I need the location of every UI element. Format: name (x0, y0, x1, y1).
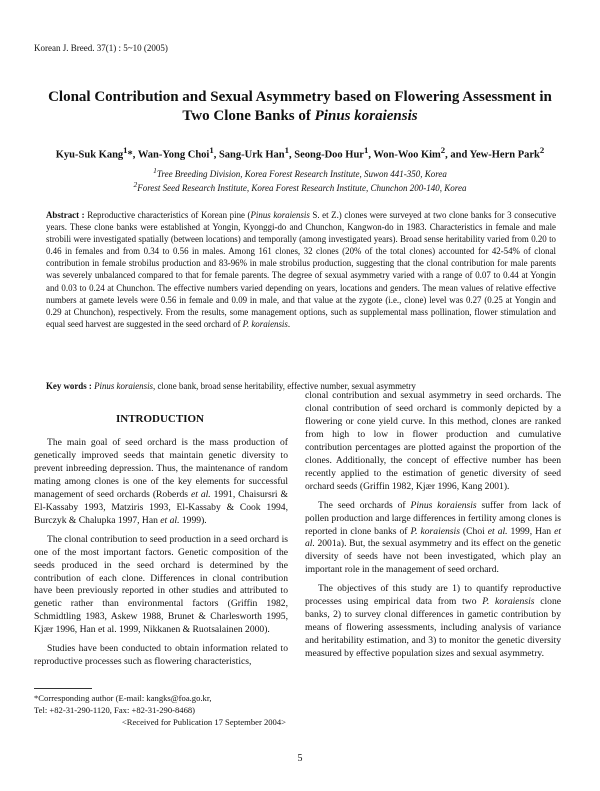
affiliation-2-text: Forest Seed Research Institute, Korea Forest Research Institute, Chunchon 200-140, Korea (137, 183, 467, 193)
author-affiliation-mark: 1 (284, 145, 289, 155)
author-affiliation-mark: 2 (440, 145, 446, 155)
author-name: Wan-Yong Choi (137, 149, 210, 161)
author-list (20, 143, 580, 163)
right-paragraph-3 (305, 583, 561, 661)
introduction-heading: INTRODUCTION (115, 413, 204, 425)
author-separator: , (368, 149, 374, 161)
affiliation-1 (20, 165, 580, 180)
affiliation-2 (20, 179, 580, 194)
keywords-text: , clone bank, broad sense heritability, effective number, sexual asymmetry (153, 381, 416, 391)
author-separator: , and (445, 149, 470, 161)
right-paragraph-2 (305, 500, 561, 578)
left-paragraph-2: The clonal contribution to seed production in a seed orchard is one of the most important factors. Genetic composition of the seeds produced in the seed orchard is determined by the contribution of each clone. Differences in clonal contribution have been previously reported in other studies and attributed to genetic rather than environmental factors (Griffin 1982, Schmidtling 1983, Askew 1988, Brunet & Charlesworth 1995, Kjær 1996, Han et al. 1999, Nikkanen & Ruotsalainen 2000). (34, 533, 288, 636)
keywords-label: Key words : (46, 381, 92, 391)
abstract (46, 209, 556, 330)
right-p3-b: clone banks, 2) to survey clonal differences in gametic contribution by means of flowering assessments, including analysis of variance and heritability estimation, and 3) to monitor the genetic diversity measured by effective population sizes and sexual asymmetry. (305, 596, 562, 660)
page-number: 5 (297, 753, 303, 764)
author-name: Sang-Urk Han (218, 149, 285, 161)
right-p2-c: (Choi (459, 525, 488, 537)
title-line-1: Clonal Contribution and Sexual Asymmetry based on Flowering Assessment in (48, 89, 552, 105)
right-p3-species: P. koraiensis (482, 596, 535, 608)
paper-title (30, 88, 570, 126)
author-affiliation-mark: 1 (123, 145, 128, 155)
author-separator: , (288, 149, 295, 161)
received-date: <Received for Publication 17 September 2004> (121, 717, 286, 727)
left-paragraph-3: Studies have been conducted to obtain information related to reproductive processes such as flowering characteristics, (34, 643, 288, 668)
footnote-line-2: Tel: +82-31-290-1120, Fax: +82-31-290-8468) (34, 705, 196, 715)
title-line-2 (30, 107, 570, 126)
left-p1-b: 1991, Chaisursri & El-Kassaby 1993, Matziris 1993, El-Kassaby & Cook 1994, Burczyk & Chalupka 1997, Han (34, 488, 288, 526)
left-paragraph-1 (34, 437, 288, 528)
right-p2-etal-1: et al. (487, 525, 508, 537)
author-separator: , (132, 149, 138, 161)
right-p2-species-1: Pinus koraiensis (410, 499, 477, 511)
abstract-text-1: Reproductive characteristics of Korean pine ( (84, 210, 251, 220)
affiliation-2-mark: 2 (133, 180, 138, 189)
author-affiliation-mark: 2 (539, 145, 545, 155)
left-p1-etal-1: et al. (190, 488, 211, 500)
left-p1-etal-2: et al. (160, 514, 180, 526)
author-separator: , (213, 149, 219, 161)
right-p2-a: The seed orchards of (318, 499, 411, 511)
right-p2-b: suffer from lack of pollen production and large differences in fertility among clones is reported in clone banks of (305, 499, 561, 537)
author-name: Yew-Hern Park (469, 149, 540, 161)
left-p1-c: 1999). (179, 514, 207, 526)
right-p2-e: 2001a). But, the sexual asymmetry and its effect on the genetic diversity of seeds have not been investigated, which play an important role in the management of seed orchard. (305, 538, 561, 576)
right-paragraph-1: clonal contribution and sexual asymmetry in seed orchards. The clonal contribution of seed orchard is commonly depicted by a flowering or cone yield curve. In this method, clones are ranked from high to low in flower production and cumulative contribution percentages are plotted against the proportion of the clones. Additionally, the concept of effective number has been recently applied to the estimation of genetic diversity of seed orchard seeds (Griffin 1982, Kjær 1996, Kang 2001). (305, 390, 561, 492)
abstract-species-1: Pinus koraiensis (250, 210, 310, 220)
abstract-text-3: . (287, 318, 291, 329)
abstract-species-2: P. koraiensis (242, 318, 288, 329)
title-species: Pinus koraiensis (314, 108, 418, 124)
affiliation-1-mark: 1 (153, 166, 157, 175)
journal-citation: Korean J. Breed. 37(1) : 5~10 (2005) (34, 43, 168, 53)
keywords-species: Pinus koraiensis (91, 381, 153, 391)
footnote (34, 692, 286, 728)
author-affiliation-mark: 1 (209, 145, 214, 155)
abstract-label: Abstract : (46, 210, 85, 220)
affiliation-1-text: Tree Breeding Division, Korea Forest Research Institute, Suwon 441-350, Korea (156, 169, 447, 179)
author-name: Kyu-Suk Kang (55, 149, 124, 161)
author-affiliation-mark: 1 (363, 145, 369, 155)
author-name: Seong-Doo Hur (294, 149, 364, 161)
right-p2-etal-2: et al. (305, 525, 562, 550)
author-name: Won-Woo Kim (373, 149, 441, 161)
right-p2-species-2: P. koraiensis (410, 525, 460, 537)
abstract-text-2: S. et Z.) clones were surveyed at two clone banks for 3 consecutive years. These clone banks were established at Yongin, Kyonggi-do and Chunchon, Kangwon-do in 1983. Characteristics in female and male strobili were investigated spatially (between locations) and temporally (among investigated years). Broad sense heritability varied from 0.20 to 0.46 in females and from 0.34 to 0.56 in males. Among 161 clones, 32 clones (20% of the total clones) accounted for 42-54% of clonal contribution in female strobilus production and 83-96% in male strobilus production, suggesting that the clonal contribution for male parents was severely unbalanced compared to that for female parents. The degree of sexual asymmetry varied with a range of 0.07 to 0.44 at Yongin and 0.03 to 0.24 at Chunchon. The effective numbers varied depending on years, locations and genders. The mean values of relative effective numbers at gamete levels were 0.56 in female and 0.09 in male, and that value at the zygote (i.e., clone) level was 0.27 (0.25 at Yongin and 0.29 at Chunchon), respectively. From the results, some management options, such as supplemental mass pollination, flower stimulation and equal seed harvest are suggested in the seed orchard of (46, 210, 557, 329)
corresponding-author-mark: * (127, 149, 133, 161)
left-p1-a: The main goal of seed orchard is the mass production of genetically improved seeds that maintain genetic diversity to prevent inbreeding depression. Thus, the maintenance of random mating among clones is one of the key elements for successful management of seed orchards (Roberds (34, 437, 288, 500)
title-line-2-text: Two Clone Banks of (182, 108, 315, 124)
footnote-line-1: *Corresponding author (E-mail: kangks@foa.go.kr, (34, 693, 212, 703)
footnote-rule (34, 688, 92, 689)
left-column (34, 437, 288, 669)
right-p2-d: 1999, Han (507, 525, 555, 537)
right-p3-a: The objectives of this study are 1) to quantify reproductive processes using empirical data from two (305, 583, 561, 608)
right-column (305, 390, 561, 661)
